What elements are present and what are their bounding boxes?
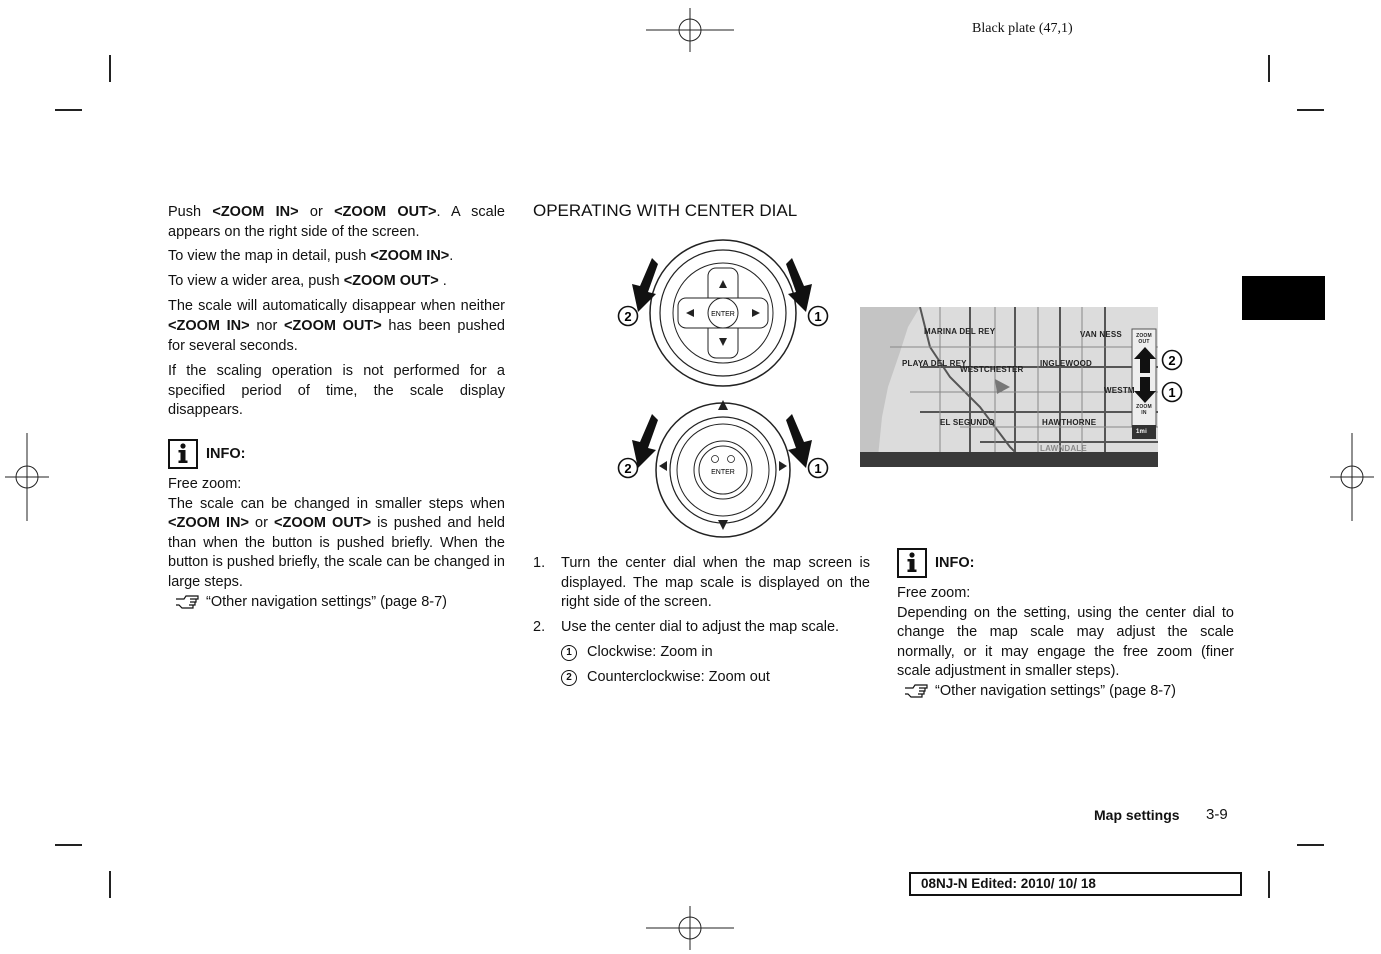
paragraph	[168, 297, 505, 356]
list-item	[533, 643, 870, 663]
svg-text:2: 2	[624, 461, 632, 476]
free-zoom-label: Free zoom:	[897, 585, 971, 601]
svg-text:2: 2	[624, 309, 632, 324]
registration-mark	[646, 906, 734, 950]
info-header	[897, 548, 1234, 578]
crop-mark	[55, 844, 82, 846]
zoom-out-button-ref: <ZOOM OUT>	[334, 204, 437, 220]
left-column	[168, 203, 505, 615]
reference-link[interactable]: “Other navigation settings” (page 8-7)	[206, 593, 448, 610]
text: or	[249, 515, 275, 532]
text: The scale will automatically disappear when neither	[168, 298, 505, 315]
center-dial-illustration	[610, 238, 840, 538]
map-label: WESTM	[1104, 386, 1135, 395]
map-label: INGLEWOOD	[1040, 359, 1093, 368]
info-label: INFO:	[206, 445, 246, 462]
chapter-tab	[1242, 276, 1325, 320]
crop-mark	[1268, 871, 1270, 898]
info-icon	[168, 439, 198, 469]
text: The scale can be changed in smaller steps when	[168, 495, 505, 512]
paragraph: If the scaling operation is not performed for a specified period of time, the scale display disappears.	[168, 363, 505, 419]
svg-text:1: 1	[814, 309, 822, 324]
reference-link[interactable]: “Other navigation settings” (page 8-7)	[935, 682, 1177, 699]
callout-2-icon	[617, 305, 639, 327]
map-scale: 1mi	[1136, 429, 1147, 435]
callout-2-icon: 2	[561, 670, 577, 686]
dial-enter-label: ENTER	[711, 311, 735, 318]
callout-1-icon	[1161, 381, 1183, 403]
zoom-out-button-ref: <ZOOM OUT>	[274, 515, 372, 532]
dial-enter-label: ENTER	[711, 469, 735, 476]
crop-mark	[55, 109, 82, 111]
callout-2-icon	[617, 457, 639, 479]
text: or	[298, 204, 335, 220]
crop-mark	[1297, 844, 1324, 846]
text: To view the map in detail, push	[168, 248, 371, 265]
map-label: PLAYA DEL REY	[902, 359, 967, 368]
paragraph	[168, 495, 505, 593]
free-zoom-label: Free zoom:	[168, 475, 242, 492]
sub-item-text: Clockwise: Zoom in	[587, 644, 713, 661]
text: Push	[168, 204, 213, 220]
pointing-hand-icon	[174, 593, 202, 616]
info-header	[168, 439, 505, 469]
info-icon	[897, 548, 927, 578]
paragraph	[168, 203, 505, 242]
text: is pushed and held than when the button is pushed briefly. When the button is pushed briefly, the scale can be changed in large steps.	[168, 515, 505, 590]
step-number: 1.	[533, 555, 546, 571]
footer-section: Map settings	[1094, 807, 1180, 823]
callout-1-icon	[807, 457, 829, 479]
text: has been pushed for several seconds.	[168, 317, 505, 354]
svg-text:1: 1	[814, 461, 822, 476]
crop-mark	[1268, 55, 1270, 82]
zoom-out-button-ref: <ZOOM OUT>	[343, 272, 439, 289]
text: .	[438, 272, 447, 289]
list-item	[533, 618, 870, 638]
right-info	[897, 548, 1234, 705]
callout-1-icon: 1	[561, 645, 577, 661]
zoom-out-button-ref: <ZOOM OUT>	[283, 317, 382, 334]
section-heading: OPERATING WITH CENTER DIAL	[533, 201, 798, 220]
zoom-in-button[interactable]: ZOOM IN	[1136, 404, 1152, 416]
svg-text:1: 1	[1168, 385, 1176, 400]
zoom-arrows-icon	[1133, 346, 1157, 404]
map-label: LAWNDALE	[1040, 444, 1087, 453]
crop-mark	[109, 871, 111, 898]
plate-label: Black plate (47,1)	[972, 21, 1073, 36]
reference-line	[168, 593, 505, 616]
page-number: 3-9	[1206, 806, 1228, 823]
paragraph	[168, 247, 505, 267]
zoom-in-button-ref: <ZOOM IN>	[168, 317, 250, 334]
registration-mark	[646, 8, 734, 52]
edited-stamp: 08NJ-N Edited: 2010/ 10/ 18	[909, 872, 1242, 896]
crop-mark	[1297, 109, 1324, 111]
paragraph	[168, 272, 505, 292]
list-item	[533, 668, 870, 688]
pointing-hand-icon	[903, 682, 931, 705]
svg-text:2: 2	[1168, 353, 1176, 368]
registration-mark	[1330, 433, 1374, 521]
map-screen	[860, 307, 1158, 467]
callout-2-icon	[1161, 349, 1183, 371]
zoom-in-button-ref: <ZOOM IN>	[212, 204, 299, 220]
text: To view a wider area, push	[168, 272, 344, 289]
map-label: HAWTHORNE	[1042, 418, 1097, 427]
map-label: WESTCHESTER	[960, 365, 1024, 374]
paragraph: Depending on the setting, using the center dial to change the map scale may adjust the scale normally, or it may engage the free zoom (finer scale adjustment in smaller steps).	[897, 604, 1234, 680]
registration-mark	[5, 433, 49, 521]
callout-1-icon	[807, 305, 829, 327]
map-label: VAN NESS	[1080, 330, 1122, 339]
zoom-in-button-ref: <ZOOM IN>	[168, 515, 249, 532]
info-label: INFO:	[935, 555, 975, 571]
map-label: MARINA DEL REY	[924, 327, 996, 336]
step-number: 2.	[533, 618, 546, 635]
crop-mark	[109, 55, 111, 82]
text: .	[449, 248, 454, 265]
step-text: Turn the center dial when the map screen is displayed. The map scale is displayed on the right side of the screen.	[561, 555, 870, 611]
text: . A scale appears on the right side of the screen.	[168, 204, 505, 240]
list-item	[533, 554, 870, 613]
zoom-in-button-ref: <ZOOM IN>	[370, 248, 450, 265]
sub-item-text: Counterclockwise: Zoom out	[587, 668, 770, 685]
map-label: EL SEGUNDO	[940, 418, 995, 427]
reference-line	[897, 682, 1234, 705]
text: nor	[249, 317, 284, 334]
step-text: Use the center dial to adjust the map scale.	[561, 618, 840, 635]
zoom-out-button[interactable]: ZOOM OUT	[1136, 333, 1152, 345]
steps-list	[533, 554, 870, 688]
